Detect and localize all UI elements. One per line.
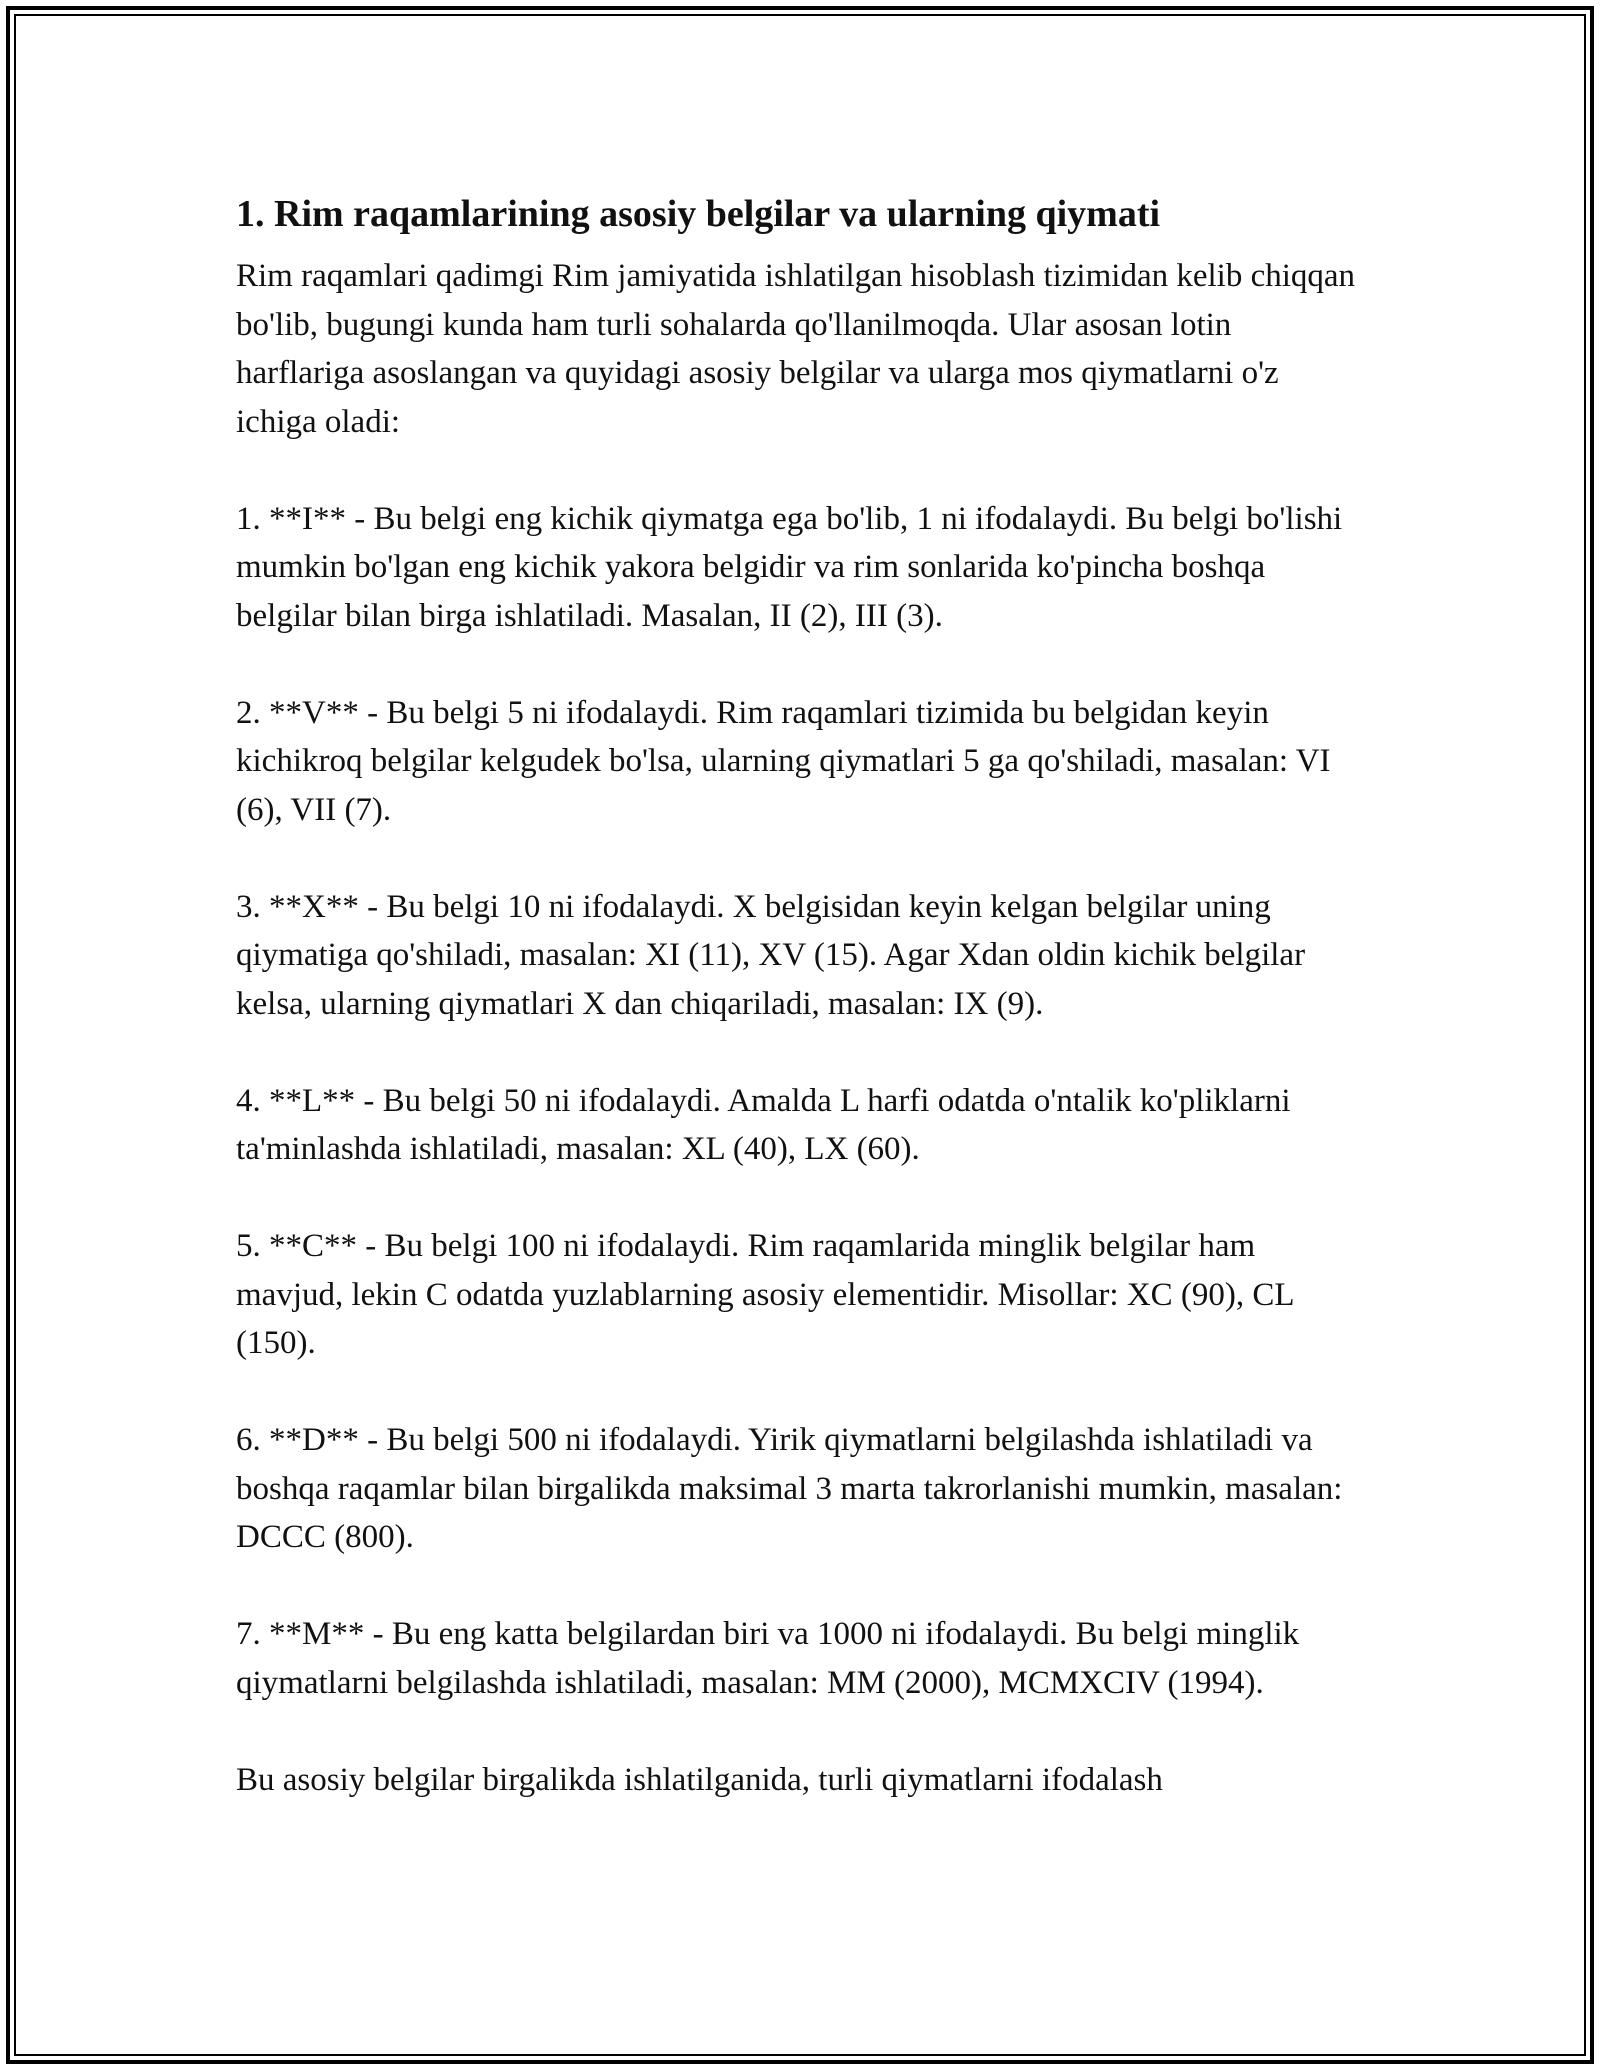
section-heading: 1. Rim raqamlarining asosiy belgilar va ularning qiymati xyxy=(236,193,1161,235)
list-item-i: 1. **I** - Bu belgi eng kichik qiymatga ega bo'lib, 1 ni ifodalaydi. Bu belgi bo'lishi mumkin bo'lgan eng kichik yakora belgidir va rim sonlarida ko'pincha boshqa belgilar bilan birga ishlatiladi. Masalan, II (2), III (3). xyxy=(236,500,1343,634)
closing-paragraph: Bu asosiy belgilar birgalikda ishlatilganida, turli qiymatlarni ifodalash xyxy=(236,1761,1163,1798)
intro-paragraph: Rim raqamlari qadimgi Rim jamiyatida ishlatilgan hisoblash tizimidan kelib chiqqan bo'lib, bugungi kunda ham turli sohalarda qo'llanilmoqda. Ular asosan lotin harflariga asoslangan va quyidagi asosiy belgilar va ularga mos qiymatlarni o'z ichiga oladi: xyxy=(236,258,1356,440)
list-item-l: 4. **L** - Bu belgi 50 ni ifodalaydi. Amalda L harfi odatda o'ntalik ko'pliklarni ta'minlashda ishlatiladi, masalan: XL (40), LX (60). xyxy=(236,1082,1291,1167)
document-body xyxy=(236,186,1366,1804)
list-item-v: 2. **V** - Bu belgi 5 ni ifodalaydi. Rim raqamlari tizimida bu belgidan keyin kichikroq belgilar kelgudek bo'lsa, ularning qiymatlari 5 ga qo'shiladi, masalan: VI (6), VII (7). xyxy=(236,694,1331,828)
list-item-x: 3. **X** - Bu belgi 10 ni ifodalaydi. X belgisidan keyin kelgan belgilar uning qiymatiga qo'shiladi, masalan: XI (11), XV (15). Agar Xdan oldin kichik belgilar kelsa, ularning qiymatlari X dan chiqariladi, masalan: IX (9). xyxy=(236,888,1306,1022)
list-item-m: 7. **M** - Bu eng katta belgilardan biri va 1000 ni ifodalaydi. Bu belgi minglik qiymatlarni belgilashda ishlatiladi, masalan: MM (2000), MCMXCIV (1994). xyxy=(236,1616,1300,1701)
list-item-d: 6. **D** - Bu belgi 500 ni ifodalaydi. Yirik qiymatlarni belgilashda ishlatiladi va boshqa raqamlar bilan birgalikda maksimal 3 marta takrorlanishi mumkin, masalan: DCCC (800). xyxy=(236,1422,1343,1555)
list-item-c: 5. **C** - Bu belgi 100 ni ifodalaydi. Rim raqamlarida minglik belgilar ham mavjud, lekin C odatda yuzlablarning asosiy elementidir. Misollar: XC (90), CL (150). xyxy=(236,1228,1294,1361)
